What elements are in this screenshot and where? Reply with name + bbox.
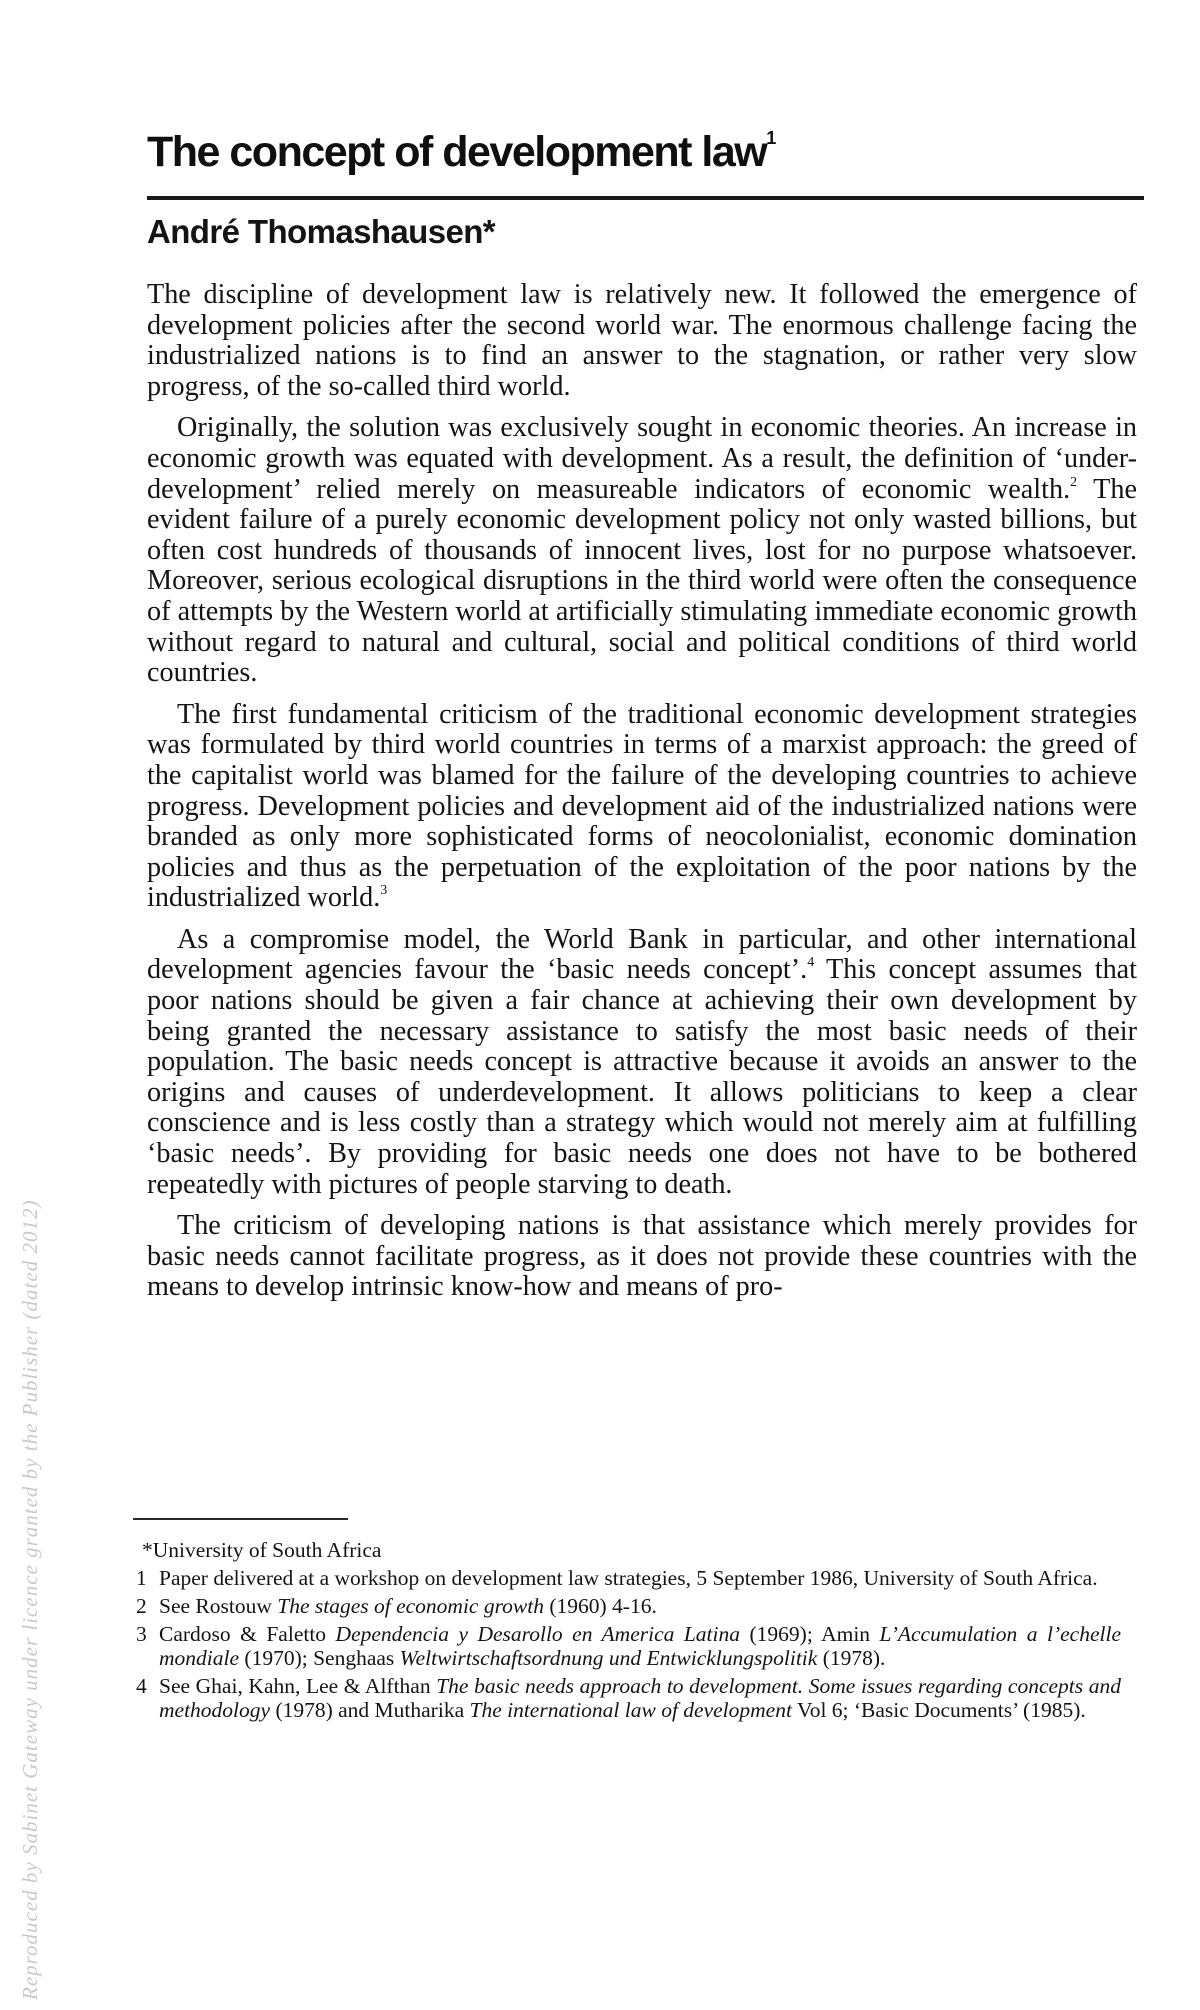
- text-run: Originally, the solution was exclusively sought in economic theories. An increase in economic growth was equated with development. As a result, the definition of ‘under-development’ relied merely on measureable indicators of economic wealth.: [147, 412, 1137, 505]
- footnote: [136, 1594, 1121, 1618]
- text-run: (1978).: [817, 1646, 886, 1670]
- title-rule: [147, 196, 1144, 200]
- paragraph: [147, 700, 1137, 914]
- article: [147, 112, 1147, 1303]
- footnote-reference: 4: [807, 955, 815, 971]
- article-title: [147, 112, 1147, 178]
- footnote-number: 3: [136, 1622, 147, 1646]
- footnote: [136, 1674, 1121, 1722]
- text-run: See Ghai, Kahn, Lee & Alfthan: [159, 1674, 437, 1698]
- footnote-separator: [133, 1518, 348, 1520]
- text-run: The evident failure of a purely economic development policy not only wasted billions, but often cost hundreds of thousands of innocent lives, lost for no purpose whatsoever. Moreover, serious ecological disruptions in the third world were often the consequence of attempts by the Western world at artificially stimulating immediate economic growth without regard to natural and cultural, social and political conditions of third world countries.: [147, 473, 1137, 689]
- text-run: (1970); Senghaas: [239, 1646, 400, 1670]
- article-body: [147, 280, 1137, 1314]
- footnote-number: 1: [136, 1566, 147, 1590]
- footnote-number: 4: [136, 1674, 147, 1698]
- text-run: The first fundamental criticism of the traditional economic development strategies was formulated by third world countries in terms of a marxist approach: the greed of the capitalist world was blamed for the failure of the developing countries to achieve progress. Development policies and development aid of the industrialized nations were branded as only more sophisticated forms of neocolonialist, economic domination policies and thus as the perpetuation of the exploitation of the poor nations by the industrialized world.: [147, 698, 1137, 914]
- paragraph: [147, 413, 1137, 688]
- text-run: See Rostouw: [159, 1594, 278, 1618]
- footnote: [136, 1622, 1121, 1670]
- paragraph: [147, 280, 1137, 402]
- footnote-reference: 2: [1070, 474, 1078, 490]
- article-title-text: The concept of development law: [147, 128, 767, 176]
- italic-text: Weltwirtschaftsordnung und Entwicklungspolitik: [399, 1646, 818, 1670]
- italic-text: Dependencia y Desarollo en America Latina: [335, 1622, 741, 1646]
- footnote: [136, 1538, 1121, 1562]
- text-run: The criticism of developing nations is that assistance which merely provides for basic needs cannot facilitate progress, as it does not provide these countries with the means to develop intrinsic know-how and means of pro-: [147, 1210, 1137, 1303]
- text-run: (1960) 4-16.: [543, 1594, 657, 1618]
- footnote-reference: 3: [380, 883, 388, 899]
- text-run: Paper delivered at a workshop on development law strategies, 5 September 1986, University of South Africa.: [159, 1566, 1098, 1590]
- footnotes: [136, 1538, 1121, 1726]
- paragraph: [147, 925, 1137, 1200]
- text-run: (1978) and Mutharika: [270, 1698, 470, 1722]
- text-run: The discipline of development law is relatively new. It followed the emergence of development policies after the second world war. The enormous challenge facing the industrialized nations is to find an answer to the stagnation, or rather very slow progress, of the so-called third world.: [147, 279, 1137, 402]
- footnote: [136, 1566, 1121, 1590]
- text-run: This concept assumes that poor nations should be given a fair chance at achieving their own development by being granted the necessary assistance to satisfy the most basic needs of their population. The basic needs concept is attractive because it avoids an answer to the origins and causes of underdevelopment. It allows politicians to keep a clear conscience and is less costly than a strategy which would not merely aim at fulfilling ‘basic needs’. By providing for basic needs one does not have to be bothered repeatedly with pictures of people starving to death.: [147, 954, 1138, 1200]
- watermark: Reproduced by Sabinet Gateway under licence granted by the Publisher (dated 2012): [18, 1199, 42, 2000]
- text-run: Vol 6; ‘Basic Documents’ (1985).: [791, 1698, 1086, 1722]
- italic-text: L’Accumulation a l’echelle mondiale: [159, 1622, 1121, 1670]
- text-run: (1969); Amin: [740, 1622, 880, 1646]
- text-run: Cardoso & Faletto: [159, 1622, 336, 1646]
- paragraph: [147, 1211, 1137, 1303]
- author-name: André Thomashausen*: [147, 213, 496, 250]
- italic-text: The stages of economic growth: [277, 1594, 544, 1618]
- footnote-number: 2: [136, 1594, 147, 1618]
- italic-text: The international law of development: [469, 1698, 792, 1722]
- title-footnote-marker: 1: [766, 128, 777, 148]
- text-run: As a compromise model, the World Bank in particular, and other international development agencies favour the ‘basic needs concept’.: [147, 923, 1137, 986]
- text-run: *University of South Africa: [142, 1538, 382, 1562]
- italic-text: The basic needs approach to development. Some issues regarding concepts and methodology: [159, 1674, 1122, 1722]
